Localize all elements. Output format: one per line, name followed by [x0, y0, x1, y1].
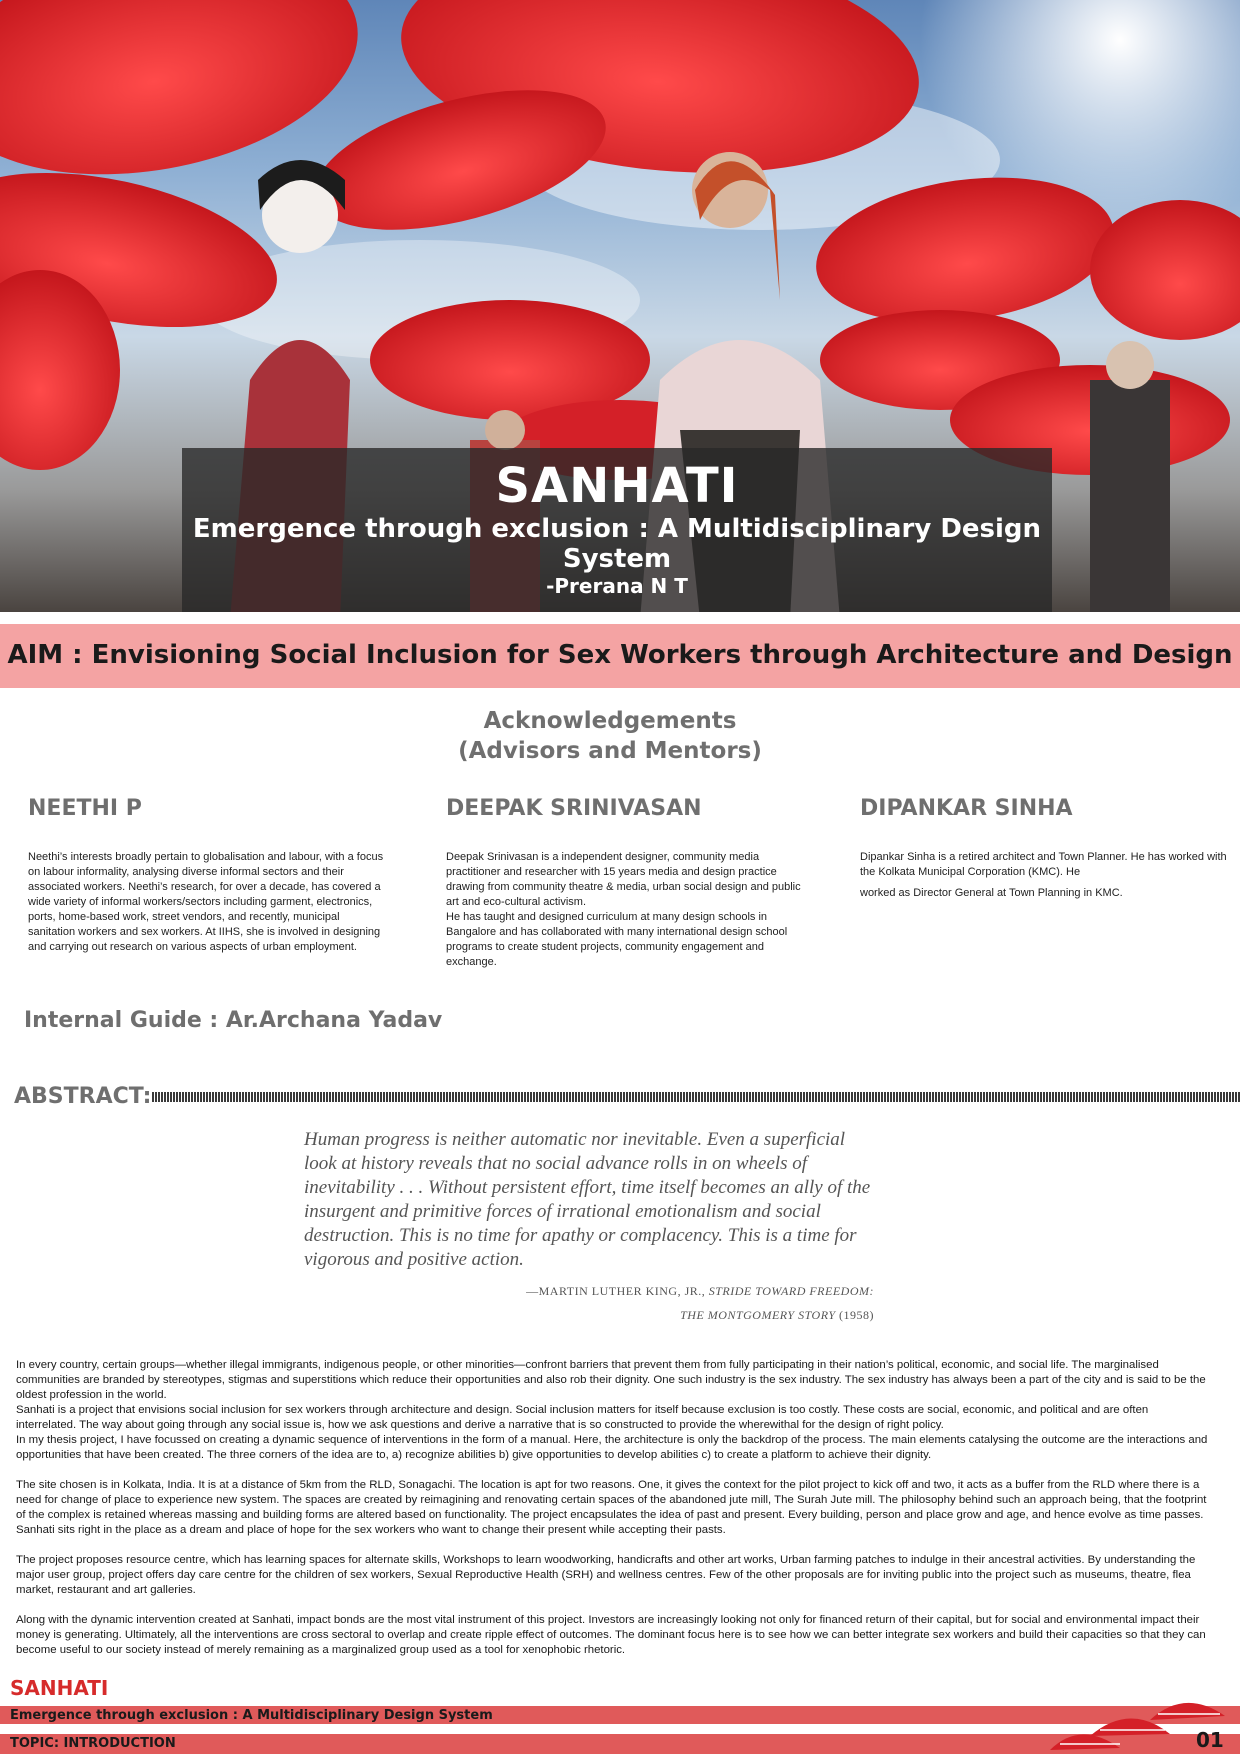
abstract-divider [152, 1092, 1240, 1102]
acknowledgements-heading [0, 706, 1220, 766]
mentor-name-dipankar: DIPANKAR SINHA [860, 796, 1073, 821]
page-number: 01 [1196, 1728, 1224, 1752]
abstract-paragraph-1c: In my thesis project, I have focussed on creating a dynamic sequence of interventions in the form of a manual. Here, the architecture is only the backdrop of the process. The main elements catalysing the outcome are the interactions and opportunities that have been created. The three corners of the idea are to, a) recognize abilities b) give opportunities to develop abilities c) to create a platform to achieve their dignity. [16, 1434, 1208, 1461]
abstract-paragraph-3: The project proposes resource centre, which has learning spaces for alternate skills, Workshops to learn woodworking, handicrafts and other art works, Urban farming patches to indulge in their ancestral activities. By understanding the major user group, project offers day care centre for the children of sex workers, Sexual Reproductive Health (SRH) and wellness centres. Few of the other proposals are for inviting public into the project such as museums, theatre, flea market, restaurant and art galleries. [16, 1554, 1196, 1596]
internal-guide: Internal Guide : Ar.Archana Yadav [24, 1008, 443, 1033]
mentor-bio-dipankar-p1: Dipankar Sinha is a retired architect and Town Planner. He has worked with the Kolkata Municipal Corporation (KMC). He [860, 851, 1227, 878]
quote-year: (1958) [839, 1308, 874, 1322]
author-name: -Prerana N T [546, 574, 688, 598]
abstract-heading: ABSTRACT: [14, 1084, 152, 1109]
mentor-bio-deepak [446, 850, 806, 970]
quote-attribution-line1 [526, 1284, 874, 1299]
quote-source-1: STRIDE TOWARD FREEDOM: [708, 1284, 874, 1298]
abstract-paragraph-1a: In every country, certain groups—whether illegal immigrants, indigenous people, or other minorities—confront barriers that prevent them from fully participating in their nation’s political, economic, and social life. The marginalised communities are branded by stereotypes, stigmas and superstitions which reduce their opportunities and also rob their dignity. One such industry is the sex industry. The sex industry has always been a part of the city and is said to be the oldest profession in the world. [16, 1359, 1206, 1401]
quote-attribution-line2 [680, 1308, 874, 1323]
mentor-name-deepak: DEEPAK SRINIVASAN [446, 796, 702, 821]
mentor-bio-deepak-p2: He has taught and designed curriculum at many design schools in Bangalore and has collaborated with many international design school programs to create student projects, community engagement and exchange. [446, 911, 788, 968]
aim-band [0, 624, 1240, 688]
quote-author: —MARTIN LUTHER KING, JR., [526, 1284, 706, 1298]
footer-title: SANHATI [10, 1676, 109, 1700]
aim-statement: AIM : Envisioning Social Inclusion for Sex Workers through Architecture and Design [7, 640, 1233, 670]
mentor-bio-neethi: Neethi’s interests broadly pertain to globalisation and labour, with a focus on labour informality, analysing diverse informal sectors and their associated workers. Neethi’s research, for over a decade, has covered a wide variety of informal workers/sectors including garment, electronics, ports, home-based work, street vendors, and recently, municipal sanitation workers and sex workers. At IIHS, she is involved in designing and carrying out research on various aspects of urban employment. [28, 851, 384, 953]
title-overlay [182, 448, 1052, 612]
acknowledgements-subtitle: (Advisors and Mentors) [458, 738, 762, 764]
mentor-bio-dipankar [860, 850, 1240, 901]
mentor-bio-dipankar-p2: worked as Director General at Town Planning in KMC. [860, 887, 1123, 899]
footer-topic: TOPIC: INTRODUCTION [10, 1736, 176, 1751]
hero-photo [0, 0, 1240, 612]
abstract-paragraph-4: Along with the dynamic intervention created at Sanhati, impact bonds are the most vital instrument of this project. Investors are increasingly looking not only for financed return of their capital, but for social and environmental impact their money is generating. Ultimately, all the interventions are cross sectoral to overlap and create ripple effect of outcomes. The dominant focus here is to see how we can better integrate sex workers and build their capacities so that they can become useful to our society instead of merely remaining as a marginalized group used as a tool for xenophobic rhetoric. [16, 1614, 1206, 1656]
mlk-quote: Human progress is neither automatic nor inevitable. Even a superficial look at history reveals that no social advance rolls in on wheels of inevitability . . . Without persistent effort, time itself becomes an ally of the insurgent and primitive forces of irrational emotionalism and social destruction. This is no time for apathy or complacency. This is a time for vigorous and positive action. [304, 1129, 871, 1270]
acknowledgements-title: Acknowledgements [483, 708, 737, 734]
page-subtitle: Emergence through exclusion : A Multidisciplinary Design System [192, 514, 1042, 574]
footer-subtitle: Emergence through exclusion : A Multidisciplinary Design System [10, 1708, 493, 1723]
mentor-name-neethi: NEETHI P [28, 796, 142, 821]
quote-source-2: THE MONTGOMERY STORY [680, 1308, 836, 1322]
abstract-paragraph-2: The site chosen is in Kolkata, India. It is at a distance of 5km from the RLD, Sonagachi. The location is apt for two reasons. One, it gives the context for the pilot project to kick off and two, it acts as a buffer from the RLD where there is a need for change of place to experience new system. The spaces are created by reimagining and renovating certain spaces of the abandoned jute mill, The Surah Jute mill. The philosophy behind such an approach being, that the footprint of the complex is retained whereas massing and building forms are altered based on functionality. The project encapsulates the idea of past and present. Every building, person and place grow and age, and hence evolve as time passes. Sanhati sits right in the place as a dream and place of hope for the sex workers who want to change their present while accepting their pasts. [16, 1479, 1207, 1536]
page-title: SANHATI [495, 458, 739, 514]
abstract-body [16, 1358, 1208, 1673]
mentor-bio-deepak-p1: Deepak Srinivasan is a independent designer, community media practitioner and researcher with 15 years media and design practice drawing from community theatre & media, urban social design and public art and eco-cultural activism. [446, 851, 801, 908]
abstract-paragraph-1 [16, 1358, 1208, 1463]
abstract-paragraph-1b: Sanhati is a project that envisions social inclusion for sex workers through architecture and design. Social inclusion matters for itself because exclusion is too costly. These costs are social, economic, and political and are often interrelated. The way about going through any social issue is, how we ask questions and derive a narrative that is so constructed to provide the wherewithal for the design of right policy. [16, 1404, 1149, 1431]
